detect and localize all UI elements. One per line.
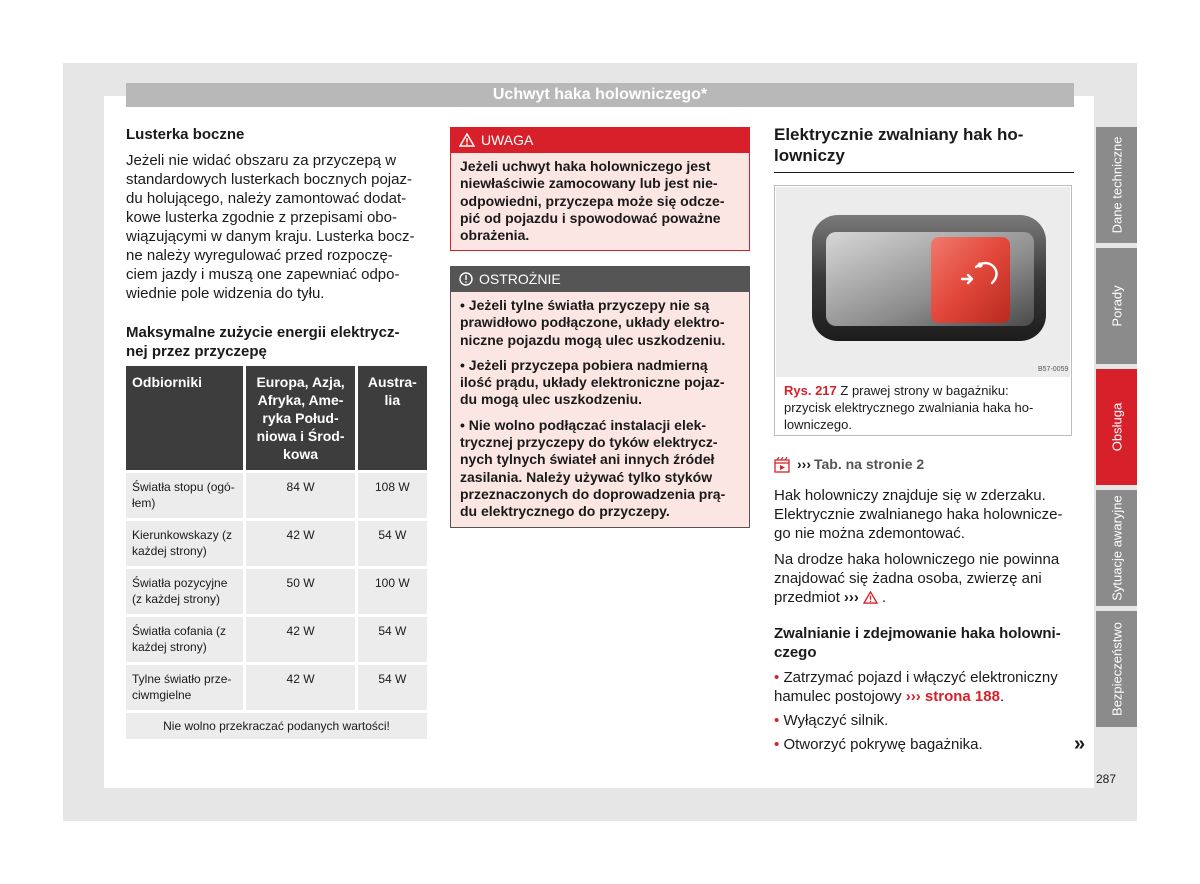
tab-label: Bezpieczeństwo (1109, 622, 1124, 716)
text-line: Europa, Azja, (256, 374, 345, 390)
text-line: niowa i Środ- (256, 428, 345, 444)
text-line: • Jeżeli tylne światła przyczepy nie są (460, 297, 710, 313)
text-line: łem) (132, 496, 156, 510)
text-line: Zatrzymać pojazd i włączyć elektroniczny (783, 669, 1058, 686)
text-line: Zwalnianie i zdejmowanie haka holowni- (774, 625, 1061, 642)
text-line: czego (774, 644, 817, 661)
left-column (126, 125, 426, 361)
tab-label: Porady (1109, 285, 1124, 327)
table-cell: 42 W (246, 614, 357, 662)
caution-box (450, 266, 750, 528)
caution-bullet (460, 417, 740, 521)
text-line: du elektrycznego do przyczepy. (460, 503, 670, 520)
warning-triangle-icon (459, 133, 475, 147)
table-footer-row (126, 710, 427, 739)
ref-arrows: ››› (797, 456, 811, 472)
text-line: Z prawej strony w bagażniku: (840, 383, 1009, 398)
text-line: ne należy wyregulować przed rozpoczę- (126, 247, 393, 264)
mirrors-paragraph (126, 151, 426, 303)
info-circle-icon (459, 272, 473, 286)
text-line: wiązującymi w danym kraju. Lusterka bocz- (126, 228, 415, 245)
caution-bullet (460, 297, 740, 349)
text-line: ciwmgielne (132, 688, 192, 702)
caution-body (450, 292, 750, 528)
text-line: niewłaściwie zamocowany lub jest nie- (460, 175, 718, 192)
text-line: ciem jazdy i muszą one zapewniać odpo- (126, 266, 400, 283)
tab-label: Obsługa (1109, 402, 1124, 452)
heading-side-mirrors: Lusterka boczne (126, 126, 245, 143)
text-line: standardowych lusterkach bocznych pojaz- (126, 171, 412, 188)
text-line: Jeżeli nie widać obszaru za przyczepą w (126, 152, 397, 169)
page-number: 287 (1096, 772, 1117, 786)
warning-title-bar (450, 127, 750, 153)
table-cell: 100 W (358, 566, 427, 614)
column-header-europe (246, 366, 357, 470)
text-line: odpowiedni, przyczepa może się odcze- (460, 192, 725, 209)
text-line: ryka Połud- (262, 410, 339, 426)
figure-code: B57-0059 (1038, 366, 1069, 373)
warning-triangle-icon[interactable] (863, 591, 878, 604)
section-title (774, 124, 1074, 166)
table-cell (126, 614, 246, 662)
text-line: Austra- (367, 374, 417, 390)
list-item: • Wyłączyć silnik. (774, 712, 889, 729)
text-line: zasilania. Należy używać tylko styków (460, 468, 713, 485)
table-row (126, 566, 427, 614)
table-row (126, 662, 427, 710)
steps-list (774, 668, 1074, 754)
column-header-australia (358, 366, 427, 470)
text-line: Hak holowniczy znajduje się w zderzaku. (774, 487, 1046, 504)
ref-arrows: ››› (843, 589, 859, 606)
text-line: Światła cofania (z (132, 624, 227, 638)
text-line: Światła stopu (ogó- (132, 480, 235, 494)
text-line: lia (384, 392, 401, 408)
text-line: wiednie pole widzenia do tyłu. (126, 285, 325, 302)
tab-bezpieczenstwo[interactable] (1096, 611, 1137, 727)
page-link-188[interactable]: ››› strona 188 (905, 688, 1000, 705)
text-line: obrażenia. (460, 227, 530, 244)
table-footer-note: Nie wolno przekraczać podanych wartości! (126, 710, 427, 739)
text-line: przedmiot (774, 589, 840, 606)
text-line: kowe lusterka zgodnie z przepisami obo- (126, 209, 397, 226)
table-cell: 54 W (358, 614, 427, 662)
table-cell: 42 W (246, 518, 357, 566)
table-row (126, 614, 427, 662)
heading-release-hook (774, 624, 1074, 662)
warning-box (450, 127, 750, 251)
table-cell (126, 470, 246, 518)
warning-body (450, 153, 750, 251)
text-line: Kierunkowskazy (z (132, 528, 233, 542)
text-line: Elektrycznie zwalniany hak ho- (774, 125, 1024, 144)
text-line: • Jeżeli przyczepa pobiera nadmierną (460, 356, 708, 373)
text-line: każdej strony) (132, 640, 207, 654)
table-header-row (126, 366, 427, 470)
video-film-icon (774, 457, 794, 473)
text-line: Tylne światło prze- (132, 672, 232, 686)
text-line: Wyłączyć silnik. (783, 712, 889, 729)
text-line: pić od pojazdu i spowodować poważne (460, 209, 721, 226)
table-cell (126, 518, 246, 566)
tow-hook-button-image (776, 187, 1070, 377)
table-cell: 54 W (358, 518, 427, 566)
warning-text (460, 158, 740, 244)
text-line: Światła pozycyjne (132, 576, 228, 590)
heading-max-power (126, 323, 426, 361)
tab-obsluga[interactable] (1096, 369, 1137, 485)
list-item: • Zatrzymać pojazd i włączyć elektroniczny hamulec postojowy ››› strona 188. (774, 669, 1058, 705)
page-title: Uchwyt haka holowniczego* (126, 83, 1074, 107)
text-line: lowniczego. (784, 417, 852, 432)
text-line: znajdować się żadna osoba, zwierzę ani (774, 570, 1042, 587)
list-item: • Otworzyć pokrywę bagażnika. (774, 736, 983, 753)
text-line: Elektrycznie zwalnianego haka holownicze- (774, 506, 1063, 523)
tab-porady[interactable] (1096, 248, 1137, 364)
text-line: każdej strony) (132, 544, 207, 558)
text-line: Afryka, Ame- (257, 392, 344, 408)
text-line: lowniczy (774, 146, 845, 165)
text-line: Otworzyć pokrywę bagażnika. (783, 736, 983, 753)
tab-sytuacje-awaryjne[interactable] (1096, 490, 1137, 606)
right-column-text (774, 455, 1074, 754)
tab-dane-techniczne[interactable] (1096, 127, 1137, 243)
table-cell: 50 W (246, 566, 357, 614)
table-cell: 42 W (246, 662, 357, 710)
text-line: nej przez przyczepę (126, 343, 267, 360)
text-line: (z każdej strony) (132, 592, 221, 606)
table-cell (126, 566, 246, 614)
continue-arrow: » (1074, 733, 1086, 755)
warning-title: UWAGA (481, 132, 534, 148)
table-cell: 108 W (358, 470, 427, 518)
tab-label: Sytuacje awaryjne (1109, 495, 1124, 601)
table-cell (126, 662, 246, 710)
text-line: niczne pojazdu mogą ulec uszkodzeniu. (460, 331, 726, 348)
text-line: go nie można zdemontować. (774, 525, 965, 542)
figure-label: Rys. 217 (784, 383, 837, 398)
tab-label: Dane techniczne (1109, 136, 1124, 234)
column-header-consumers: Odbiorniki (126, 366, 246, 470)
hook-location-paragraph (774, 486, 1074, 543)
text-line: przycisk elektrycznego zwalniania haka ho- (784, 400, 1034, 415)
table-cell: 84 W (246, 470, 357, 518)
power-table (126, 366, 427, 739)
caution-title: OSTROŻNIE (479, 271, 561, 287)
section-divider (774, 172, 1074, 173)
text-line: ilość prądu, układy elektroniczne pojaz- (460, 374, 725, 391)
text-line: prawidłowo podłączone, układy elektro- (460, 314, 725, 331)
text-line: kowa (283, 446, 319, 462)
text-line: trycznej przyczepy do tyków elektrycz- (460, 434, 718, 451)
ref-text: Tab. na stronie 2 (814, 456, 925, 472)
text-line: • Nie wolno podłączać instalacji elek- (460, 416, 707, 433)
release-button-illustration (776, 187, 1070, 377)
table-row (126, 518, 427, 566)
hook-safety-paragraph: Na drodze haka holowniczego nie powinna znajdować się żadna osoba, zwierzę ani przedmiot ››› . (774, 550, 1074, 607)
text-line: nych tylnych świateł ani innych źródeł (460, 451, 715, 468)
text-line: Na drodze haka holowniczego nie powinna (774, 551, 1060, 568)
table-row (126, 470, 427, 518)
figure-box (774, 185, 1072, 436)
text-line: Maksymalne zużycie energii elektrycz- (126, 324, 400, 341)
table-cell: 54 W (358, 662, 427, 710)
caution-bullet (460, 357, 740, 409)
text-line: przeznaczonych do doprowadzenia prą- (460, 485, 726, 502)
text-line: Jeżeli uchwyt haka holowniczego jest (460, 158, 711, 174)
caution-title-bar (450, 266, 750, 292)
text-line: du holującego, należy zamontować dodat- (126, 190, 407, 207)
figure-caption (784, 382, 1064, 433)
text-line: hamulec postojowy (774, 688, 902, 705)
table-reference[interactable] (774, 455, 1074, 474)
power-table-wrapper (126, 366, 427, 739)
text-line: du mogą ulec uszkodzeniu. (460, 391, 643, 408)
